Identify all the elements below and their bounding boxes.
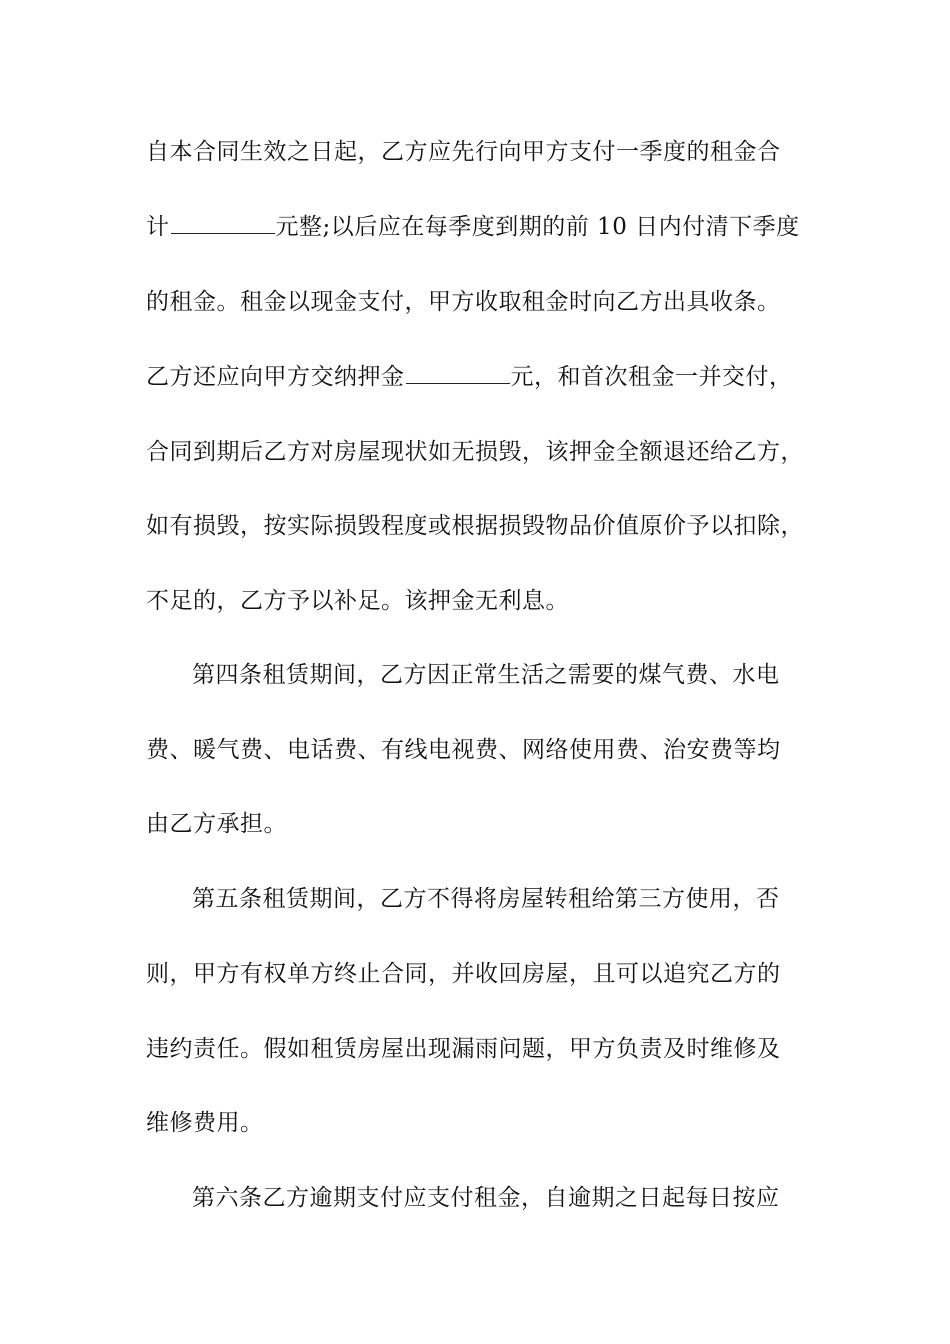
text-segment: 则，甲方有权单方终止合同，并收回房屋，且可以追究乙方的 xyxy=(146,961,781,987)
text-segment: 费、暖气费、电话费、有线电视费、网络使用费、治安费等均 xyxy=(146,737,781,763)
text-line-9 xyxy=(146,735,781,765)
text-line-7 xyxy=(146,586,569,616)
fill-in-blank-rent-amount xyxy=(171,215,275,234)
text-segment: 自本合同生效之日起，乙方应先行向甲方支付一季度的租金合 xyxy=(146,139,781,165)
text-line-5 xyxy=(146,437,804,467)
text-segment: 的租金。租金以现金支付，甲方收取租金时向乙方出具收条。 xyxy=(146,289,781,315)
text-line-3 xyxy=(146,287,781,317)
text-line-6 xyxy=(146,511,804,541)
text-segment: 如有损毁，按实际损毁程度或根据损毁物品价值原价予以扣除， xyxy=(146,513,804,539)
text-line-14 xyxy=(146,1108,264,1138)
text-line-1 xyxy=(146,137,781,167)
text-line-12 xyxy=(146,959,781,989)
text-segment: 第五条租赁期间，乙方不得将房屋转租给第三方使用，否 xyxy=(192,886,780,912)
fill-in-blank-deposit-amount xyxy=(406,365,510,384)
text-line-13 xyxy=(146,1034,781,1064)
text-segment: 元整;以后应在每季度到期的前 10 日内付清下季度 xyxy=(275,214,800,240)
text-segment: 合同到期后乙方对房屋现状如无损毁，该押金全额退还给乙方， xyxy=(146,439,804,465)
text-segment: 违约责任。假如租赁房屋出现漏雨问题，甲方负责及时维修及 xyxy=(146,1036,781,1062)
text-line-15 xyxy=(192,1183,780,1213)
text-segment: 第六条乙方逾期支付应支付租金，自逾期之日起每日按应 xyxy=(192,1185,780,1211)
text-segment: 由乙方承担。 xyxy=(146,811,287,837)
text-segment: 计 xyxy=(146,214,170,240)
text-line-4 xyxy=(146,362,793,392)
text-segment: 维修费用。 xyxy=(146,1110,264,1136)
text-segment: 不足的，乙方予以补足。该押金无利息。 xyxy=(146,588,569,614)
text-line-8 xyxy=(192,660,780,690)
text-segment: 乙方还应向甲方交纳押金 xyxy=(146,364,405,390)
text-line-10 xyxy=(146,809,287,839)
text-line-11 xyxy=(192,884,780,914)
text-line-2 xyxy=(146,212,800,242)
text-segment: 元，和首次租金一并交付， xyxy=(510,364,793,390)
text-segment: 第四条租赁期间，乙方因正常生活之需要的煤气费、水电 xyxy=(192,662,780,688)
